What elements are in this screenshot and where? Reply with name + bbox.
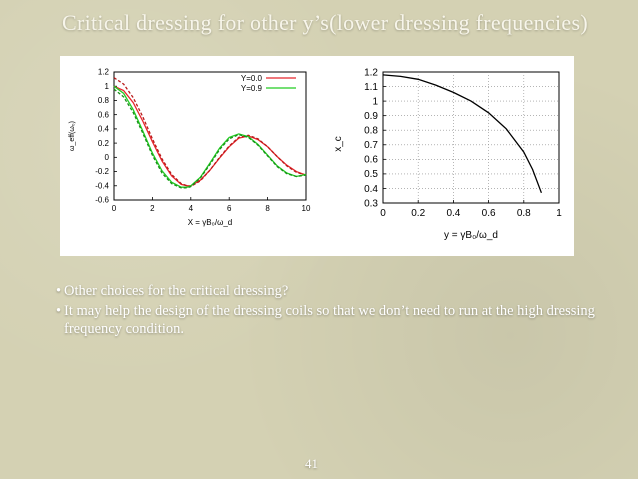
bullet-text: It may help the design of the dressing coils so that we don’t need to run at the high dressing frequency condition. — [64, 303, 595, 337]
x-tick-label: 0 — [380, 208, 386, 219]
bullet-list — [56, 282, 596, 340]
y-tick-label: 0.4 — [97, 124, 109, 134]
chart1-legend — [241, 74, 296, 93]
x-tick-label: 0.4 — [446, 208, 461, 219]
chart2-lines — [383, 75, 541, 193]
bullet-item — [56, 282, 596, 300]
y-tick-label: 0.6 — [364, 154, 378, 166]
y-tick-label: 0.4 — [364, 183, 378, 195]
plots-figure — [60, 56, 574, 256]
figure-panel — [60, 56, 574, 256]
x-tick-label: 0.2 — [411, 208, 426, 219]
x-tick-label: 0.6 — [481, 208, 496, 219]
chart-critical-dressing — [333, 67, 562, 241]
slide-title: Critical dressing for other y’s(lower dressing frequencies) — [62, 10, 588, 35]
y-tick-label: 1.2 — [364, 67, 378, 79]
chart-effective-frequency — [69, 68, 311, 227]
y-tick-label: 0.8 — [364, 125, 378, 137]
y-tick-label: -0.6 — [95, 195, 109, 205]
chart1-xlabel: X = γB₀/ω_d — [187, 218, 233, 227]
x-tick-label: 4 — [188, 204, 194, 213]
bullet-marker: • — [56, 303, 62, 319]
x-tick-label: 0.8 — [516, 208, 531, 219]
y-tick-label: 1 — [104, 81, 109, 91]
page-number: 41 — [305, 456, 318, 471]
chart2-ticks — [364, 67, 562, 219]
bullet-text: Other choices for the critical dressing? — [64, 283, 289, 299]
y-tick-label: 1 — [372, 96, 378, 108]
x-tick-label: 1 — [556, 208, 562, 219]
series-line-2 — [114, 86, 306, 187]
chart1-ticks — [95, 68, 311, 213]
x-tick-label: 2 — [150, 204, 155, 213]
y-tick-label: -0.2 — [95, 167, 109, 177]
x-tick-label: 0 — [111, 204, 117, 213]
bullet-item — [56, 302, 596, 338]
y-tick-label: -0.4 — [95, 181, 109, 191]
series-line-0 — [383, 75, 541, 193]
x-tick-label: 6 — [226, 204, 232, 213]
legend-label-y09: Y=0.9 — [240, 84, 262, 93]
y-tick-label: 0 — [104, 153, 109, 162]
bullet-marker: • — [56, 283, 62, 299]
x-tick-label: 10 — [301, 204, 311, 213]
y-tick-label: 0.8 — [97, 96, 109, 106]
x-tick-label: 8 — [265, 204, 270, 213]
y-tick-label: 0.9 — [364, 111, 378, 122]
chart2-frame — [383, 72, 559, 203]
y-tick-label: 0.6 — [97, 110, 109, 120]
chart2-ylabel: x_c — [333, 136, 344, 152]
chart1-frame — [114, 72, 306, 200]
y-tick-label: 0.5 — [364, 169, 378, 181]
y-tick-label: 1.2 — [97, 67, 109, 77]
y-tick-label: 1.1 — [364, 81, 378, 93]
legend-label-y00: Y=0.0 — [240, 74, 262, 83]
chart2-xlabel: y = γB₀/ω_d — [444, 230, 498, 241]
chart1-lines — [114, 78, 306, 188]
y-tick-label: 0.3 — [364, 198, 378, 210]
y-tick-label: 0.7 — [364, 140, 378, 152]
series-line-3 — [114, 89, 306, 188]
y-tick-label: 0.2 — [97, 138, 109, 148]
chart1-ylabel: ω_eff(ω₀) — [69, 120, 76, 152]
chart2-grid — [383, 72, 559, 203]
